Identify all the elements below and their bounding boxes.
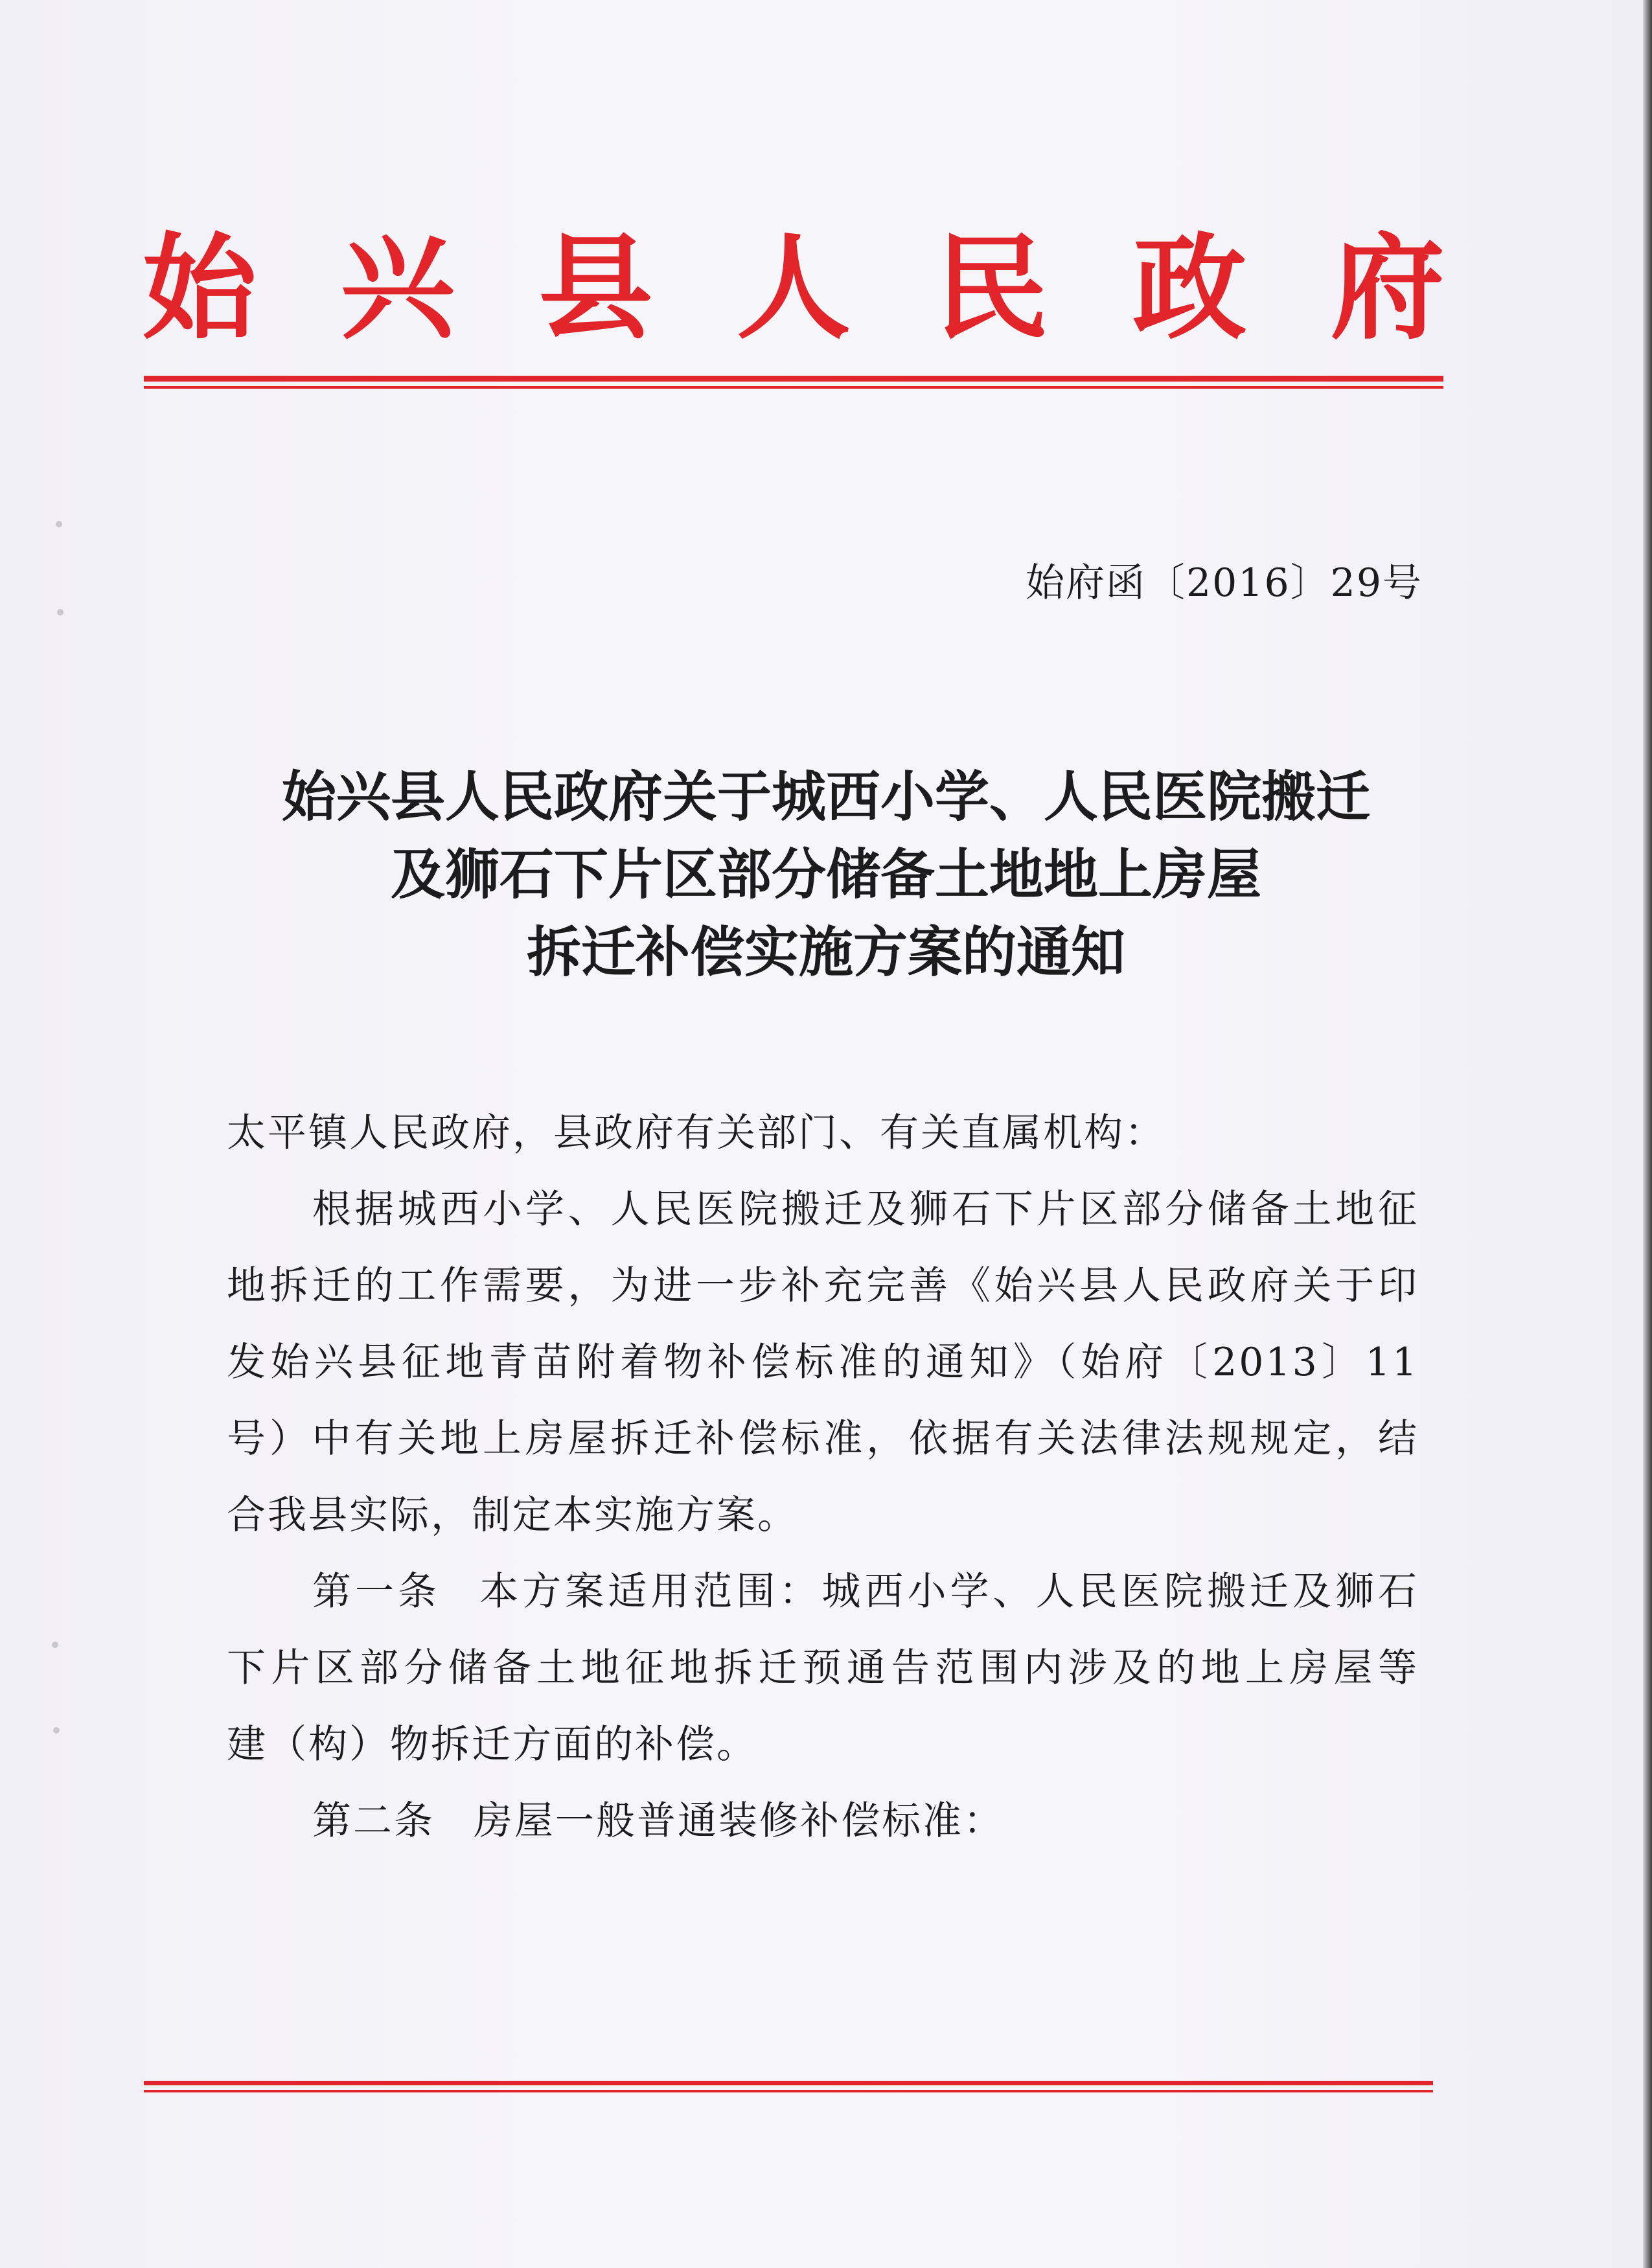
- title-line: 拆迁补偿实施方案的通知: [526, 921, 1125, 984]
- reference-number: 始府函〔2016〕29号: [1025, 560, 1423, 606]
- title-line: 始兴县人民政府关于城西小学、人民医院搬迁: [281, 765, 1370, 829]
- document-body: [227, 1095, 1419, 1859]
- footer-rule-thin: [144, 2090, 1433, 2092]
- header-char: 始: [143, 220, 257, 355]
- header-char: 兴: [340, 220, 455, 355]
- article-2-label: 第二条: [312, 1798, 435, 1844]
- header-rule-thin: [144, 386, 1443, 389]
- article-2-line: [227, 1783, 1419, 1859]
- article-1-label: 第一条: [312, 1569, 441, 1614]
- paragraph-line: 地拆迁的工作需要，为进一步补充完善《始兴县人民政府关于印: [227, 1263, 1419, 1309]
- article-1-line: 下片区部分储备土地征地拆迁预通告范围内涉及的地上房屋等: [227, 1645, 1419, 1691]
- paragraph-line: 合我县实际，制定本实施方案。: [227, 1493, 798, 1538]
- addressee: 太平镇人民政府，县政府有关部门、有关直属机构：: [227, 1110, 1165, 1156]
- article-2-text: 房屋一般普通装修补偿标准：: [474, 1798, 1004, 1844]
- punch-hole-mark: [52, 1642, 58, 1648]
- article-1-text: 本方案适用范围：城西小学、人民医院搬迁及狮石: [479, 1569, 1419, 1614]
- header-char: 政: [1132, 220, 1247, 355]
- article-1-line: 建（构）物拆迁方面的补偿。: [227, 1722, 757, 1767]
- article-1-first-line: [227, 1553, 1419, 1630]
- footer-rule-thick: [144, 2081, 1433, 2085]
- header-char: 县: [538, 220, 653, 355]
- punch-hole-mark: [53, 1727, 60, 1734]
- header-char: 人: [736, 220, 851, 355]
- header-rule-thick: [144, 376, 1443, 382]
- header-char: 民: [934, 220, 1049, 355]
- document-title: [130, 758, 1522, 991]
- punch-hole-mark: [56, 521, 62, 527]
- paragraph-line: 号）中有关地上房屋拆迁补偿标准，依据有关法律法规规定，结: [227, 1416, 1419, 1461]
- issuing-authority-title: [143, 194, 1445, 363]
- punch-hole-mark: [57, 609, 63, 615]
- header-char: 府: [1330, 220, 1445, 355]
- title-line: 及狮石下片区部分储备土地地上房屋: [390, 843, 1261, 906]
- paragraph-line: 发始兴县征地青苗附着物补偿标准的通知》（始府〔2013〕11: [227, 1340, 1419, 1385]
- paragraph-line: 根据城西小学、人民医院搬迁及狮石下片区部分储备土地征: [312, 1187, 1419, 1232]
- scan-edge-shadow: [1643, 0, 1652, 2268]
